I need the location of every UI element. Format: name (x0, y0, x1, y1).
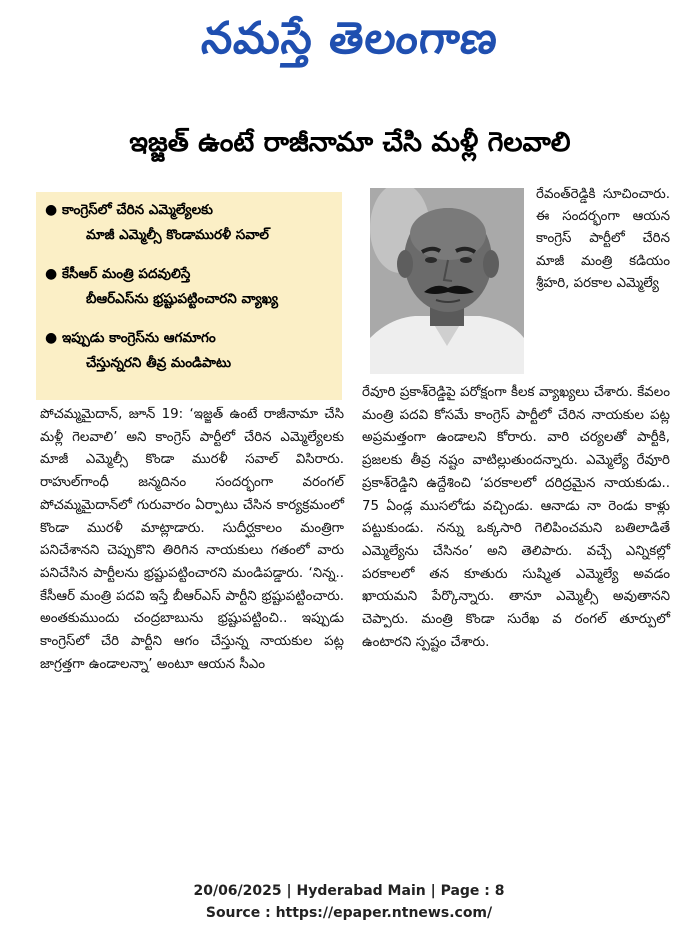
portrait-image (370, 188, 524, 374)
highlight-line: మాజీ ఎమ్మెల్సీ కొండామురళీ సవాల్ (86, 227, 269, 243)
highlight-line: కేసీఆర్ మంత్రి పదవులిస్తే (62, 266, 191, 282)
article-headline: ఇజ్జత్ ఉంటే రాజీనామా చేసి మళ్లీ గెలవాలి (129, 127, 571, 158)
article-column-left: పోచమ్మమైదాన్, జూన్ 19: ‘ఇజ్జత్ ఉంటే రాజీనామా చేసి మళ్లీ గెలవాలి’ అని కాంగ్రెస్ పార్టీలో చేరిన ఎమ్మెల్యేలకు మాజీ ఎమ్మెల్సీ కొండా మురళీ సవాల్ విసిరారు. రాహుల్‌గాంధీ జన్మదినం సందర్భంగా వరంగల్ పోచమ్మమైదాన్‌లో గురువారం ఏర్పాటు చేసిన కార్యక్రమంలో కొండా మురళీ మాట్లాడారు. సుదీర్ఘకాలం మంత్రిగా పనిచేశానని చెప్పుకొని తిరిగిన నాయకులు గతంలో వారు పనిచేసిన పార్టీలను భ్రష్టుపట్టించారని మండిపడ్డారు. ‘నిన్న.. కేసీఆర్ మంత్రి పదవి ఇస్తే బీఆర్ఎస్ పార్టీని భ్రష్టుపట్టించారు. అంతకుముందు చంద్రబాబును భ్రష్టుపట్టించి.. ఇప్పుడు కాంగ్రెస్‌లో చేరి పార్టీని ఆగం చేస్తున్న నాయకుల పట్ల జాగ్రత్తగా ఉండాలన్నా’ అంటూ ఆయన సీఎం (40, 407, 344, 672)
article-column-right-top: రేవంత్‌రెడ్డికి సూచించారు. ఈ సందర్భంగా ఆయన కాంగ్రెస్ పార్టీలో చేరిన మాజీ మంత్రి కడియం శ్రీహరి, పరకాల ఎమ్మెల్యే (536, 187, 670, 291)
newspaper-masthead: నమస్తే తెలంగాణ (199, 13, 501, 64)
highlight-line: బీఆర్ఎస్‌ను భ్రష్టుపట్టించారని వ్యాఖ్య (86, 291, 279, 307)
highlights-box (36, 192, 342, 400)
bullet-icon: ● (45, 202, 58, 218)
bullet-icon: ● (45, 330, 58, 346)
source-url: Source : https://epaper.ntnews.com/ (205, 905, 493, 921)
highlight-line: కాంగ్రెస్‌లో చేరిన ఎమ్మెల్యేలకు (62, 202, 213, 218)
person-photo (370, 188, 524, 374)
highlight-item (36, 198, 342, 248)
bullet-icon: ● (45, 266, 58, 282)
edition-info: 20/06/2025 | Hyderabad Main | Page : 8 (193, 883, 505, 899)
highlight-item (36, 326, 342, 376)
highlight-line: ఇప్పుడు కాంగ్రెస్‌ను ఆగమాగం (62, 330, 216, 346)
article-column-right: రేవూరి ప్రకాశ్‌రెడ్డిపై పరోక్షంగా కీలక వ్యాఖ్యలు చేశారు. కేవలం మంత్రి పదవి కోసమే కాంగ్రెస్ పార్టీలో చేరిన నాయకుల పట్ల అప్రమత్తంగా ఉండాలని కోరారు. వారి చర్యలతో పార్టీకి, ప్రజలకు తీవ్ర నష్టం వాటిల్లుతుందన్నారు. ఎమ్మెల్యే రేవూరి ప్రకాశ్‌రెడ్డిని ఉద్దేశించి ‘పరకాలలో దరిద్రమైన నాయకుడు.. 75 ఏండ్ల ముసలోడు వచ్చిండు. ఆనాడు నా రెండు కాళ్లు పట్టుకుండు. నన్ను ఒక్కసారి గెలిపించమని బతిలాడితే ఎమ్మెల్యేను చేసినం’ అని తెలిపారు. వచ్చే ఎన్నికల్లో పరకాలలో తన కూతురు సుష్మిత ఎమ్మెల్యే అవడం ఖాయమని పేర్కొన్నారు. తానూ ఎమ్మెల్సీ అవుతానని చెప్పారు. మంత్రి కొండా సురేఖ వ రంగల్ తూర్పులో ఉంటారని స్పష్టం చేశారు. (362, 385, 670, 650)
highlight-item (36, 262, 342, 312)
highlight-line: చేస్తున్నరని తీవ్ర మండిపాటు (86, 355, 232, 371)
